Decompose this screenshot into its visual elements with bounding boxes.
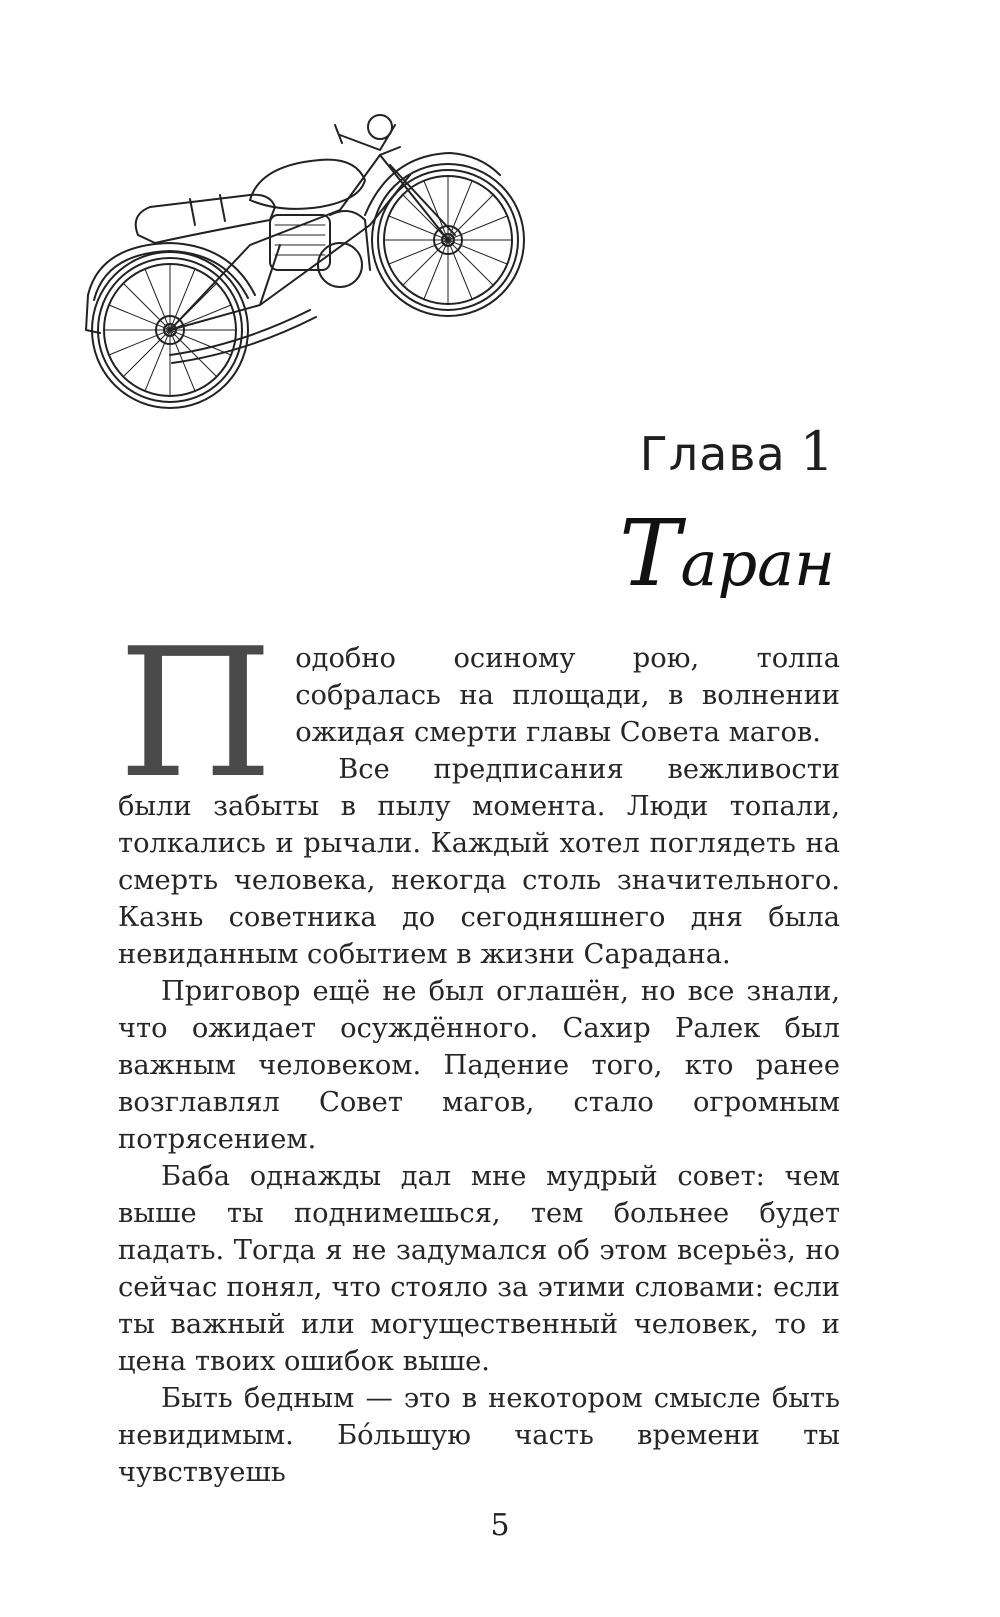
chapter-label — [640, 420, 835, 483]
paragraph-1 — [118, 610, 840, 817]
body-text — [118, 610, 840, 1491]
chapter-word: Глава — [639, 427, 786, 481]
chapter-title-capital: Т — [619, 500, 681, 607]
chapter-title — [619, 500, 835, 607]
chapter-number: 1 — [799, 420, 835, 483]
paragraph-4: Баба однажды дал мне мудрый совет: чем выше ты поднимешься, тем больнее будет падать. Тогда я не задумался об этом всерьёз, но сейчас понял, что стояло за этими словами: если ты важный или могущественный человек, то и цена твоих ошибок выше. — [118, 1161, 840, 1377]
paragraph-3: Приговор ещё не был оглашён, но все знали, что ожидает осуждённого. Сахир Ралек был важным человеком. Падение того, кто ранее возглавлял Совет магов, стало огромным потрясением. — [118, 976, 840, 1155]
chapter-title-rest: аран — [680, 527, 835, 600]
drop-cap: П — [118, 610, 274, 817]
paragraph-text: одобно осиному рою, толпа собралась на площади, в волнении ожидая смерти главы Совета магов. — [295, 643, 840, 748]
paragraph-5: Быть бедным — это в некотором смысле быть невидимым. Бóльшую часть времени ты чувствуешь — [118, 1383, 840, 1488]
paragraph-2: Все предписания вежливости были забыты в пылу момента. Люди топали, толкались и рычали. Каждый хотел поглядеть на смерть человека, некогда столь значительного. Казнь советника до сегодняшнего дня была невиданным событием в жизни Сарадана. — [118, 754, 840, 970]
page-number: 5 — [490, 1508, 510, 1543]
motorcycle-illustration — [80, 95, 550, 425]
